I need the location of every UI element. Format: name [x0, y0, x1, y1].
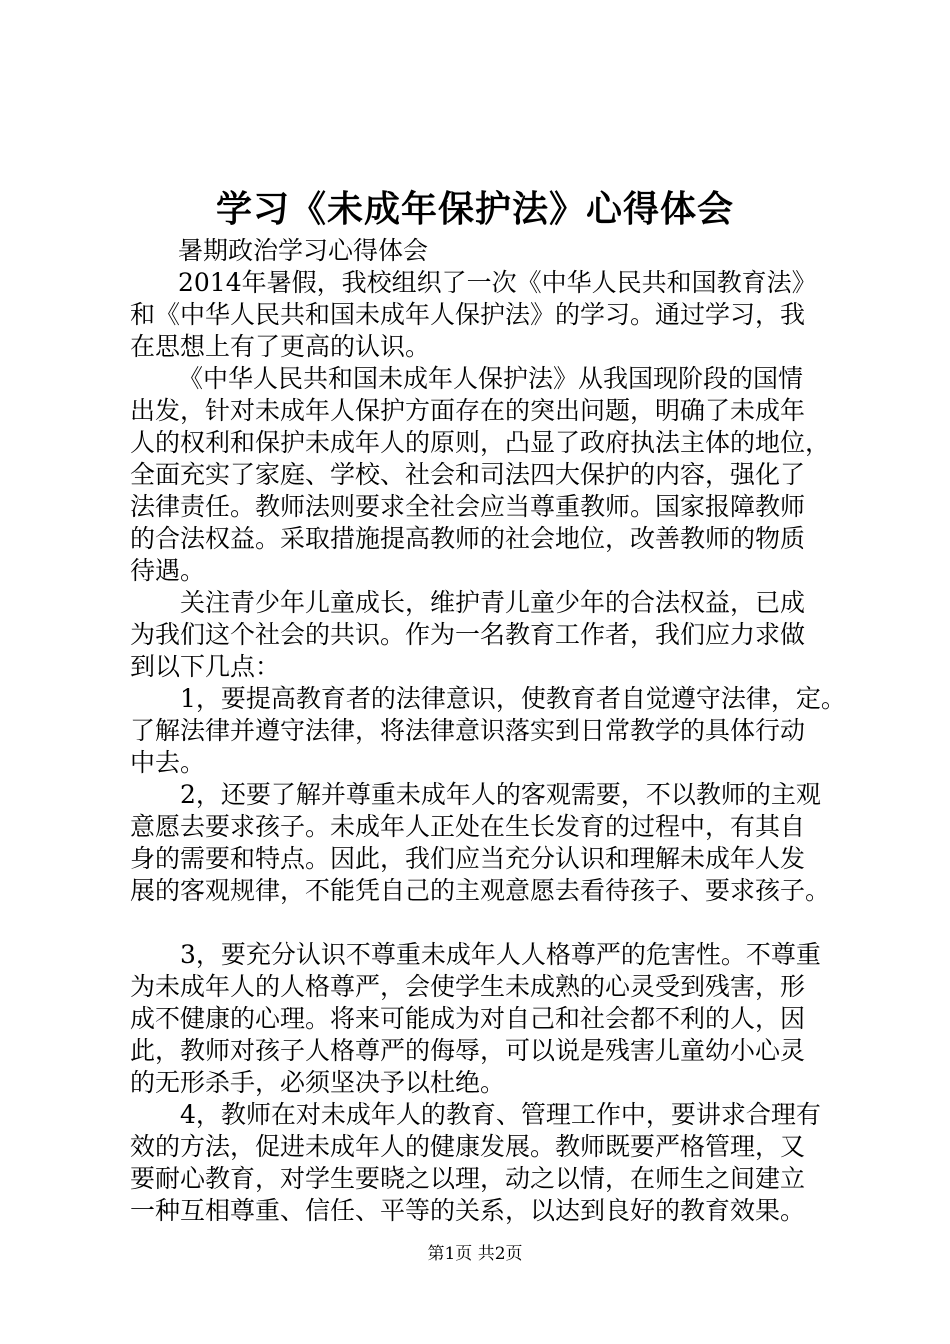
text-line: 3，要充分认识不尊重未成年人人格尊严的危害性。不尊重 [180, 940, 821, 969]
text-line: 成不健康的心理。将来可能成为对自己和社会都不利的人，因 [130, 1004, 806, 1033]
text-line: 的合法权益。采取措施提高教师的社会地位，改善教师的物质 [130, 524, 806, 553]
text-line: 意愿去要求孩子。未成年人正处在生长发育的过程中，有其自 [130, 812, 806, 841]
text-line: 在思想上有了更高的认识。 [130, 332, 431, 361]
text-line: 法律责任。教师法则要求全社会应当尊重教师。国家报障教师 [130, 492, 806, 521]
text-line: 到以下几点： [130, 652, 281, 681]
text-line: 2，还要了解并尊重未成年人的客观需要，不以教师的主观 [180, 780, 821, 809]
text-line: 效的方法，促进未成年人的健康发展。教师既要严格管理，又 [130, 1132, 806, 1161]
text-line: 了解法律并遵守法律，将法律意识落实到日常教学的具体行动 [130, 716, 806, 745]
text-line: 2014年暑假，我校组织了一次《中华人民共和国教育法》 [178, 268, 817, 297]
text-line: 全面充实了家庭、学校、社会和司法四大保护的内容，强化了 [130, 460, 806, 489]
text-line: 一种互相尊重、信任、平等的关系，以达到良好的教育效果。 [130, 1196, 806, 1225]
text-line: 人的权利和保护未成年人的原则，凸显了政府执法主体的地位， [130, 428, 831, 457]
text-line: 暑期政治学习心得体会 [178, 236, 429, 265]
text-line: 4，教师在对未成年人的教育、管理工作中，要讲求合理有 [180, 1100, 821, 1129]
text-line: 和《中华人民共和国未成年人保护法》的学习。通过学习，我 [130, 300, 806, 329]
text-line: 的无形杀手，必须坚决予以杜绝。 [130, 1068, 506, 1097]
document-title: 学习《未成年保护法》心得体会 [215, 188, 734, 230]
text-line: 此，教师对孩子人格尊严的侮辱，可以说是残害儿童幼小心灵 [130, 1036, 806, 1065]
text-line: 为我们这个社会的共识。作为一名教育工作者，我们应力求做 [130, 620, 806, 649]
text-line: 关注青少年儿童成长，维护青儿童少年的合法权益，已成 [180, 588, 806, 617]
text-line: 为未成年人的人格尊严，会使学生未成熟的心灵受到残害，形 [130, 972, 806, 1001]
text-line: 中去。 [130, 748, 206, 777]
text-line: 展的客观规律，不能凭自己的主观意愿去看待孩子、要求孩子。 [130, 876, 831, 905]
text-line: 要耐心教育，对学生要晓之以理，动之以情，在师生之间建立 [130, 1164, 806, 1193]
text-line: 出发，针对未成年人保护方面存在的突出问题，明确了未成年 [130, 396, 806, 425]
text-line: 身的需要和特点。因此，我们应当充分认识和理解未成年人发 [130, 844, 806, 873]
text-line: 待遇。 [130, 556, 206, 585]
page-footer: 第1页 共2页 [427, 1244, 523, 1264]
text-line: 《中华人民共和国未成年人保护法》从我国现阶段的国情 [178, 364, 804, 393]
text-line: 1，要提高教育者的法律意识，使教育者自觉遵守法律，定。 [180, 684, 846, 713]
